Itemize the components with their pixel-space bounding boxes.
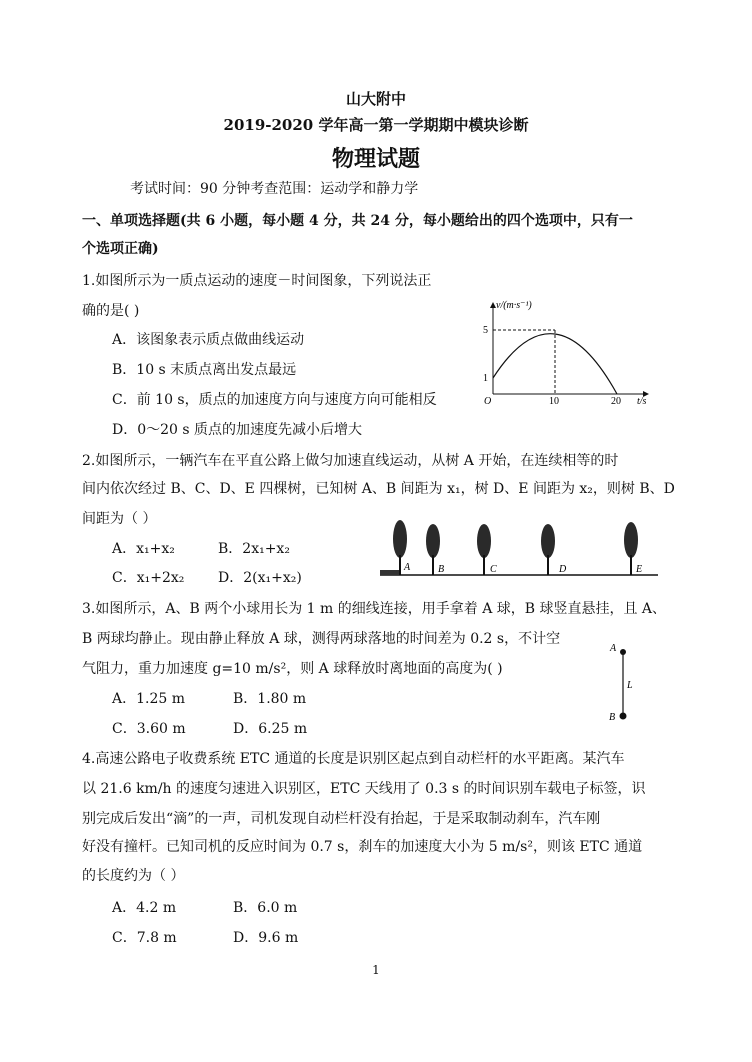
- q4-stem-line5: 的长度约为（ ）: [82, 868, 185, 884]
- q3-option-b: B．1.80 m: [233, 691, 307, 707]
- ball-a-label: A: [610, 643, 617, 654]
- q1-option-c: C．前 10 s，质点的加速度方向与速度方向可能相反: [112, 392, 437, 408]
- origin-label: O: [484, 396, 492, 407]
- q3-option-a: A．1.25 m: [112, 691, 186, 707]
- tree-label-d: D: [559, 564, 567, 575]
- q2-trees-figure: [378, 515, 660, 579]
- x-tick-20: 20: [611, 396, 621, 407]
- school-name: 山大附中: [345, 90, 406, 108]
- exam-info: 考试时间：90 分钟考查范围：运动学和静力学: [130, 181, 419, 197]
- q4-stem-line3: 别完成后发出“滴”的一声，司机发现自动栏杆没有抬起，于是采取制动刹车，汽车刚: [82, 811, 601, 827]
- v-axis-label: v/(m·s⁻¹): [496, 300, 532, 311]
- car-icon: [380, 570, 400, 575]
- q4-stem-line4: 好没有撞杆。已知司机的反应时间为 0.7 s，刹车的加速度大小为 5 m/s²，则该 ETC 通道: [82, 839, 643, 855]
- q4-option-b: B．6.0 m: [233, 900, 298, 916]
- section-title-line1: 一、单项选择题(共 6 小题，每小题 4 分，共 24 分，每小题给出的四个选项中，只有一: [82, 213, 633, 229]
- tree-label-b: B: [438, 564, 445, 575]
- q1-vt-graph: [478, 296, 658, 408]
- q3-stem-line2: B 两球均静止。现由静止释放 A 球，测得两球落地的时间差为 0.2 s，不计空: [82, 631, 561, 647]
- q4-option-a: A．4.2 m: [112, 900, 177, 916]
- tree-label-c: C: [490, 564, 497, 575]
- q4-stem-line1: 4.高速公路电子收费系统 ETC 通道的长度是识别区起点到自动栏杆的水平距离。某汽车: [82, 751, 625, 767]
- q2-stem-line1: 2.如图所示，一辆汽车在平直公路上做匀加速直线运动，从树 A 开始，在连续相等的时: [82, 453, 619, 469]
- subject-title: 物理试题: [331, 146, 420, 172]
- q2-option-c: C．x₁+2x₂: [112, 570, 185, 586]
- q3-stem-line1: 3.如图所示，A、B 两个小球用长为 1 m 的细线连接，用手拿着 A 球，B 球竖直悬挂，且 A、: [82, 601, 667, 617]
- q1-stem-line2: 确的是( ): [82, 303, 140, 319]
- ball-b: [620, 713, 627, 720]
- q3-option-c: C．3.60 m: [112, 721, 186, 737]
- tree-label-e: E: [636, 564, 643, 575]
- exam-name: 2019-2020 学年高一第一学期期中模块诊断: [223, 116, 529, 134]
- q1-option-d: D．0～20 s 质点的加速度先减小后增大: [112, 422, 363, 438]
- q2-option-d: D．2(x₁+x₂): [218, 570, 302, 586]
- q2-option-a: A．x₁+x₂: [112, 541, 175, 557]
- q1-option-b: B．10 s 末质点离出发点最远: [112, 362, 297, 378]
- q4-stem-line2: 以 21.6 km/h 的速度匀速进入识别区，ETC 天线用了 0.3 s 的时间识别车载电子标签，识: [82, 781, 646, 797]
- q2-stem-line3: 间距为（ ）: [82, 511, 157, 527]
- x-tick-10: 10: [549, 396, 559, 407]
- q4-option-d: D．9.6 m: [233, 930, 299, 946]
- length-label: L: [627, 680, 633, 691]
- q3-balls-figure: [600, 640, 644, 724]
- t-axis-label: t/s: [637, 396, 647, 407]
- y-tick-5: 5: [483, 325, 488, 336]
- q2-option-b: B．2x₁+x₂: [218, 541, 290, 557]
- tree-c-icon: [477, 524, 491, 575]
- page-number: 1: [372, 963, 380, 977]
- q2-stem-line2: 间内依次经过 B、C、D、E 四棵树，已知树 A、B 间距为 x₁，树 D、E 间距为 x₂，则树 B、D: [82, 481, 675, 497]
- q1-stem-line1: 1.如图所示为一质点运动的速度－时间图象，下列说法正: [82, 273, 432, 289]
- q3-option-d: D．6.25 m: [233, 721, 308, 737]
- q3-stem-line3: 气阻力，重力加速度 g=10 m/s²，则 A 球释放时离地面的高度为( ): [82, 661, 503, 677]
- q4-option-c: C．7.8 m: [112, 930, 177, 946]
- q1-option-a: A．该图象表示质点做曲线运动: [112, 332, 305, 348]
- tree-label-a: A: [404, 562, 411, 573]
- ball-a: [620, 649, 626, 655]
- section-title-line2: 个选项正确): [82, 241, 159, 257]
- tree-d-icon: [541, 524, 555, 575]
- ball-b-label: B: [609, 712, 616, 723]
- y-tick-1: 1: [483, 373, 488, 384]
